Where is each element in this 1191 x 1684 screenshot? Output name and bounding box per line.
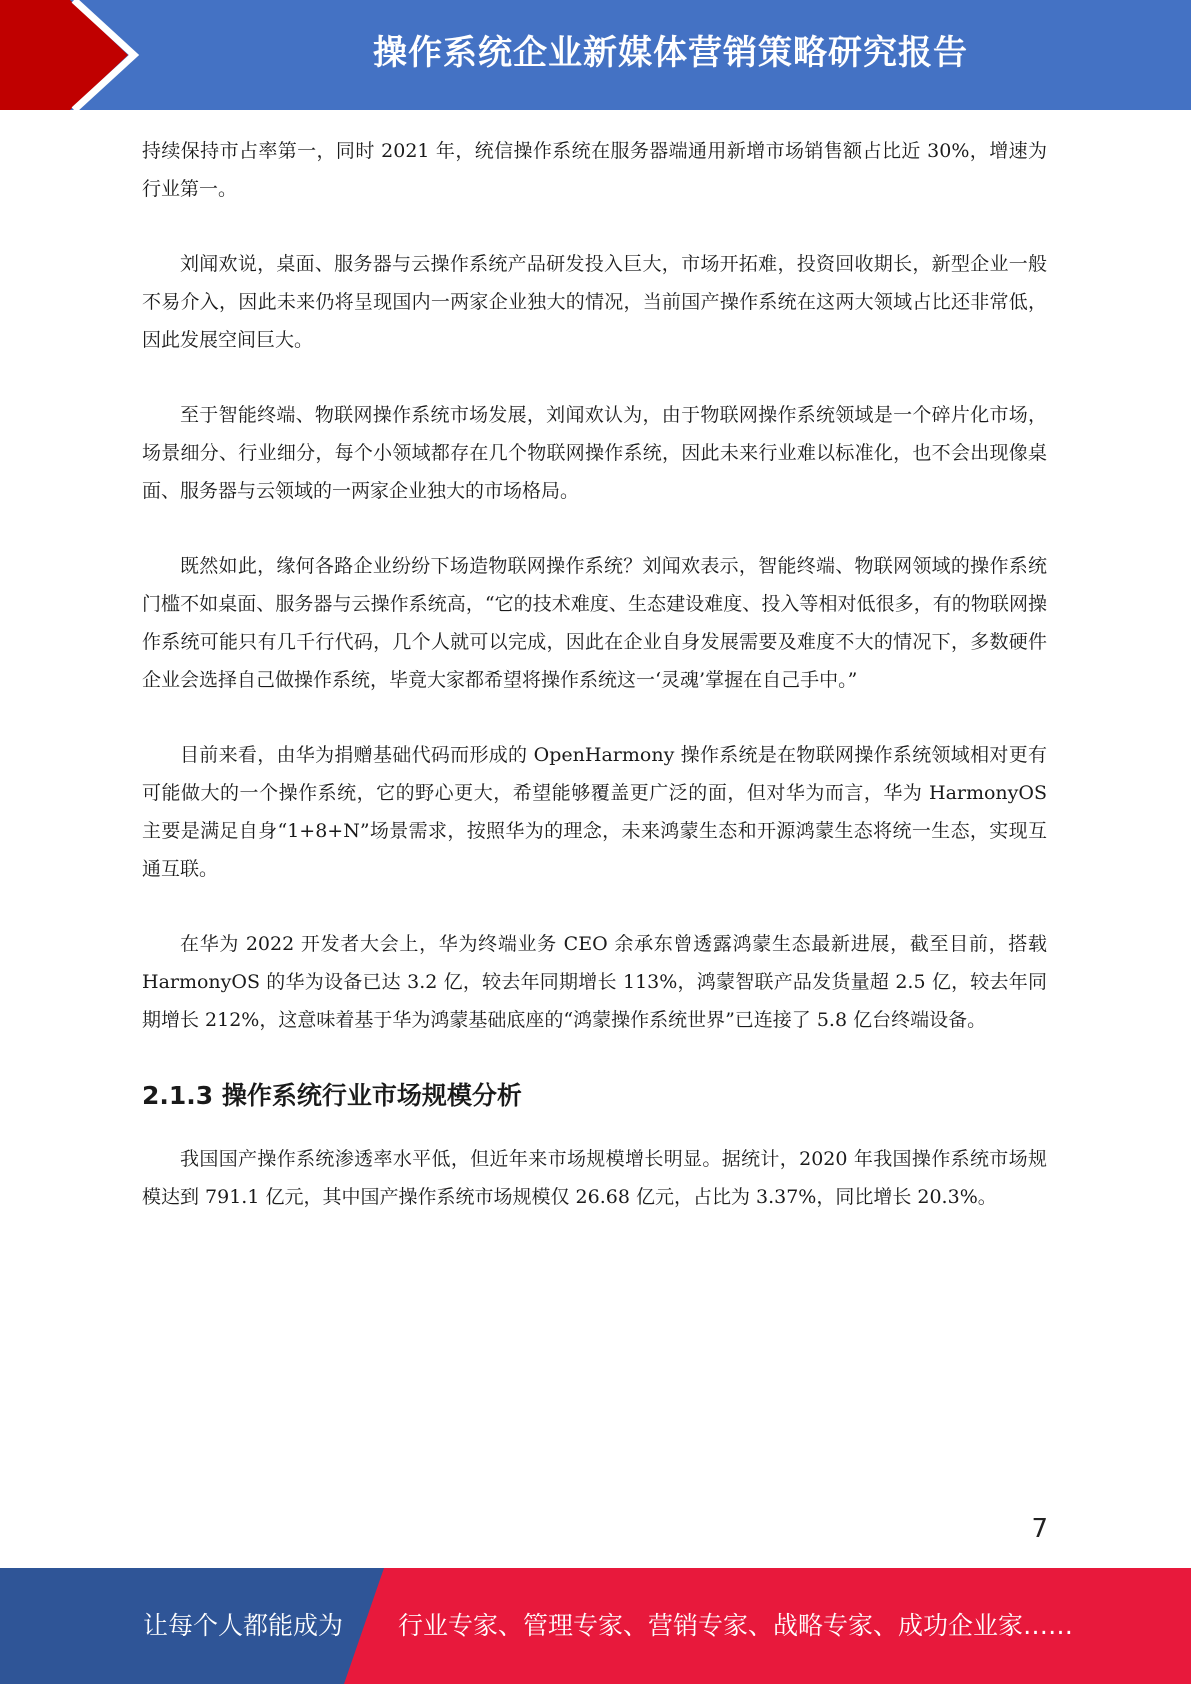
body-paragraph-1: 持续保持市占率第一，同时 2021 年，统信操作系统在服务器端通用新增市场销售额占比近 30%，增速为行业第一。 (142, 140, 1047, 200)
body-paragraph-5: 目前来看，由华为捐赠基础代码而形成的 OpenHarmony 操作系统是在物联网操作系统领域相对更有可能做大的一个操作系统，它的野心更大，希望能够覆盖更广泛的面，但对华为而言，华为 HarmonyOS 主要是满足自身“1+8+N”场景需求，按照华为的理念，未来鸿蒙生态和开源鸿蒙生态将统一生态，实现互通互联。 (142, 744, 1047, 880)
body-paragraph-3: 至于智能终端、物联网操作系统市场发展，刘闻欢认为，由于物联网操作系统领域是一个碎片化市场，场景细分、行业细分，每个小领域都存在几个物联网操作系统，因此未来行业难以标准化，也不会出现像桌面、服务器与云领域的一两家企业独大的市场格局。 (142, 404, 1047, 502)
body-paragraph-6: 在华为 2022 开发者大会上，华为终端业务 CEO 余承东曾透露鸿蒙生态最新进展，截至目前，搭载 HarmonyOS 的华为设备已达 3.2 亿，较去年同期增长 113%，鸿蒙智联产品发货量超 2.5 亿，较去年同期增长 212%，这意味着基于华为鸿蒙基础底座的“鸿蒙操作系统世界”已连接了 5.8 亿台终端设备。 (142, 933, 1047, 1031)
footer-slogan-right: 行业专家、管理专家、营销专家、战略专家、成功企业家…… (398, 1611, 1074, 1640)
header-title: 操作系统企业新媒体营销策略研究报告 (373, 33, 968, 73)
page-number: 7 (1031, 1514, 1048, 1544)
page-header (0, 0, 1191, 110)
body-paragraph-2: 刘闻欢说，桌面、服务器与云操作系统产品研发投入巨大，市场开拓难，投资回收期长，新型企业一般不易介入，因此未来仍将呈现国内一两家企业独大的情况，当前国产操作系统在这两大领域占比还非常低，因此发展空间巨大。 (142, 253, 1047, 351)
page-content (142, 132, 1047, 1253)
body-paragraph-4: 既然如此，缘何各路企业纷纷下场造物联网操作系统？刘闻欢表示，智能终端、物联网领域的操作系统门槛不如桌面、服务器与云操作系统高，“它的技术难度、生态建设难度、投入等相对低很多，有的物联网操作系统可能只有几千行代码，几个人就可以完成，因此在企业自身发展需要及难度不大的情况下，多数硬件企业会选择自己做操作系统，毕竟大家都希望将操作系统这一‘灵魂’掌握在自己手中。” (142, 555, 1047, 691)
footer-slogan-left: 让每个人都能成为 (143, 1611, 344, 1640)
section-paragraph: 我国国产操作系统渗透率水平低，但近年来市场规模增长明显。据统计，2020 年我国操作系统市场规模达到 791.1 亿元，其中国产操作系统市场规模仅 26.68 亿元，占比为 3.37%，同比增长 20.3%。 (142, 1148, 1047, 1208)
page-footer (0, 1568, 1191, 1684)
section-heading: 2.1.3 操作系统行业市场规模分析 (142, 1081, 522, 1110)
